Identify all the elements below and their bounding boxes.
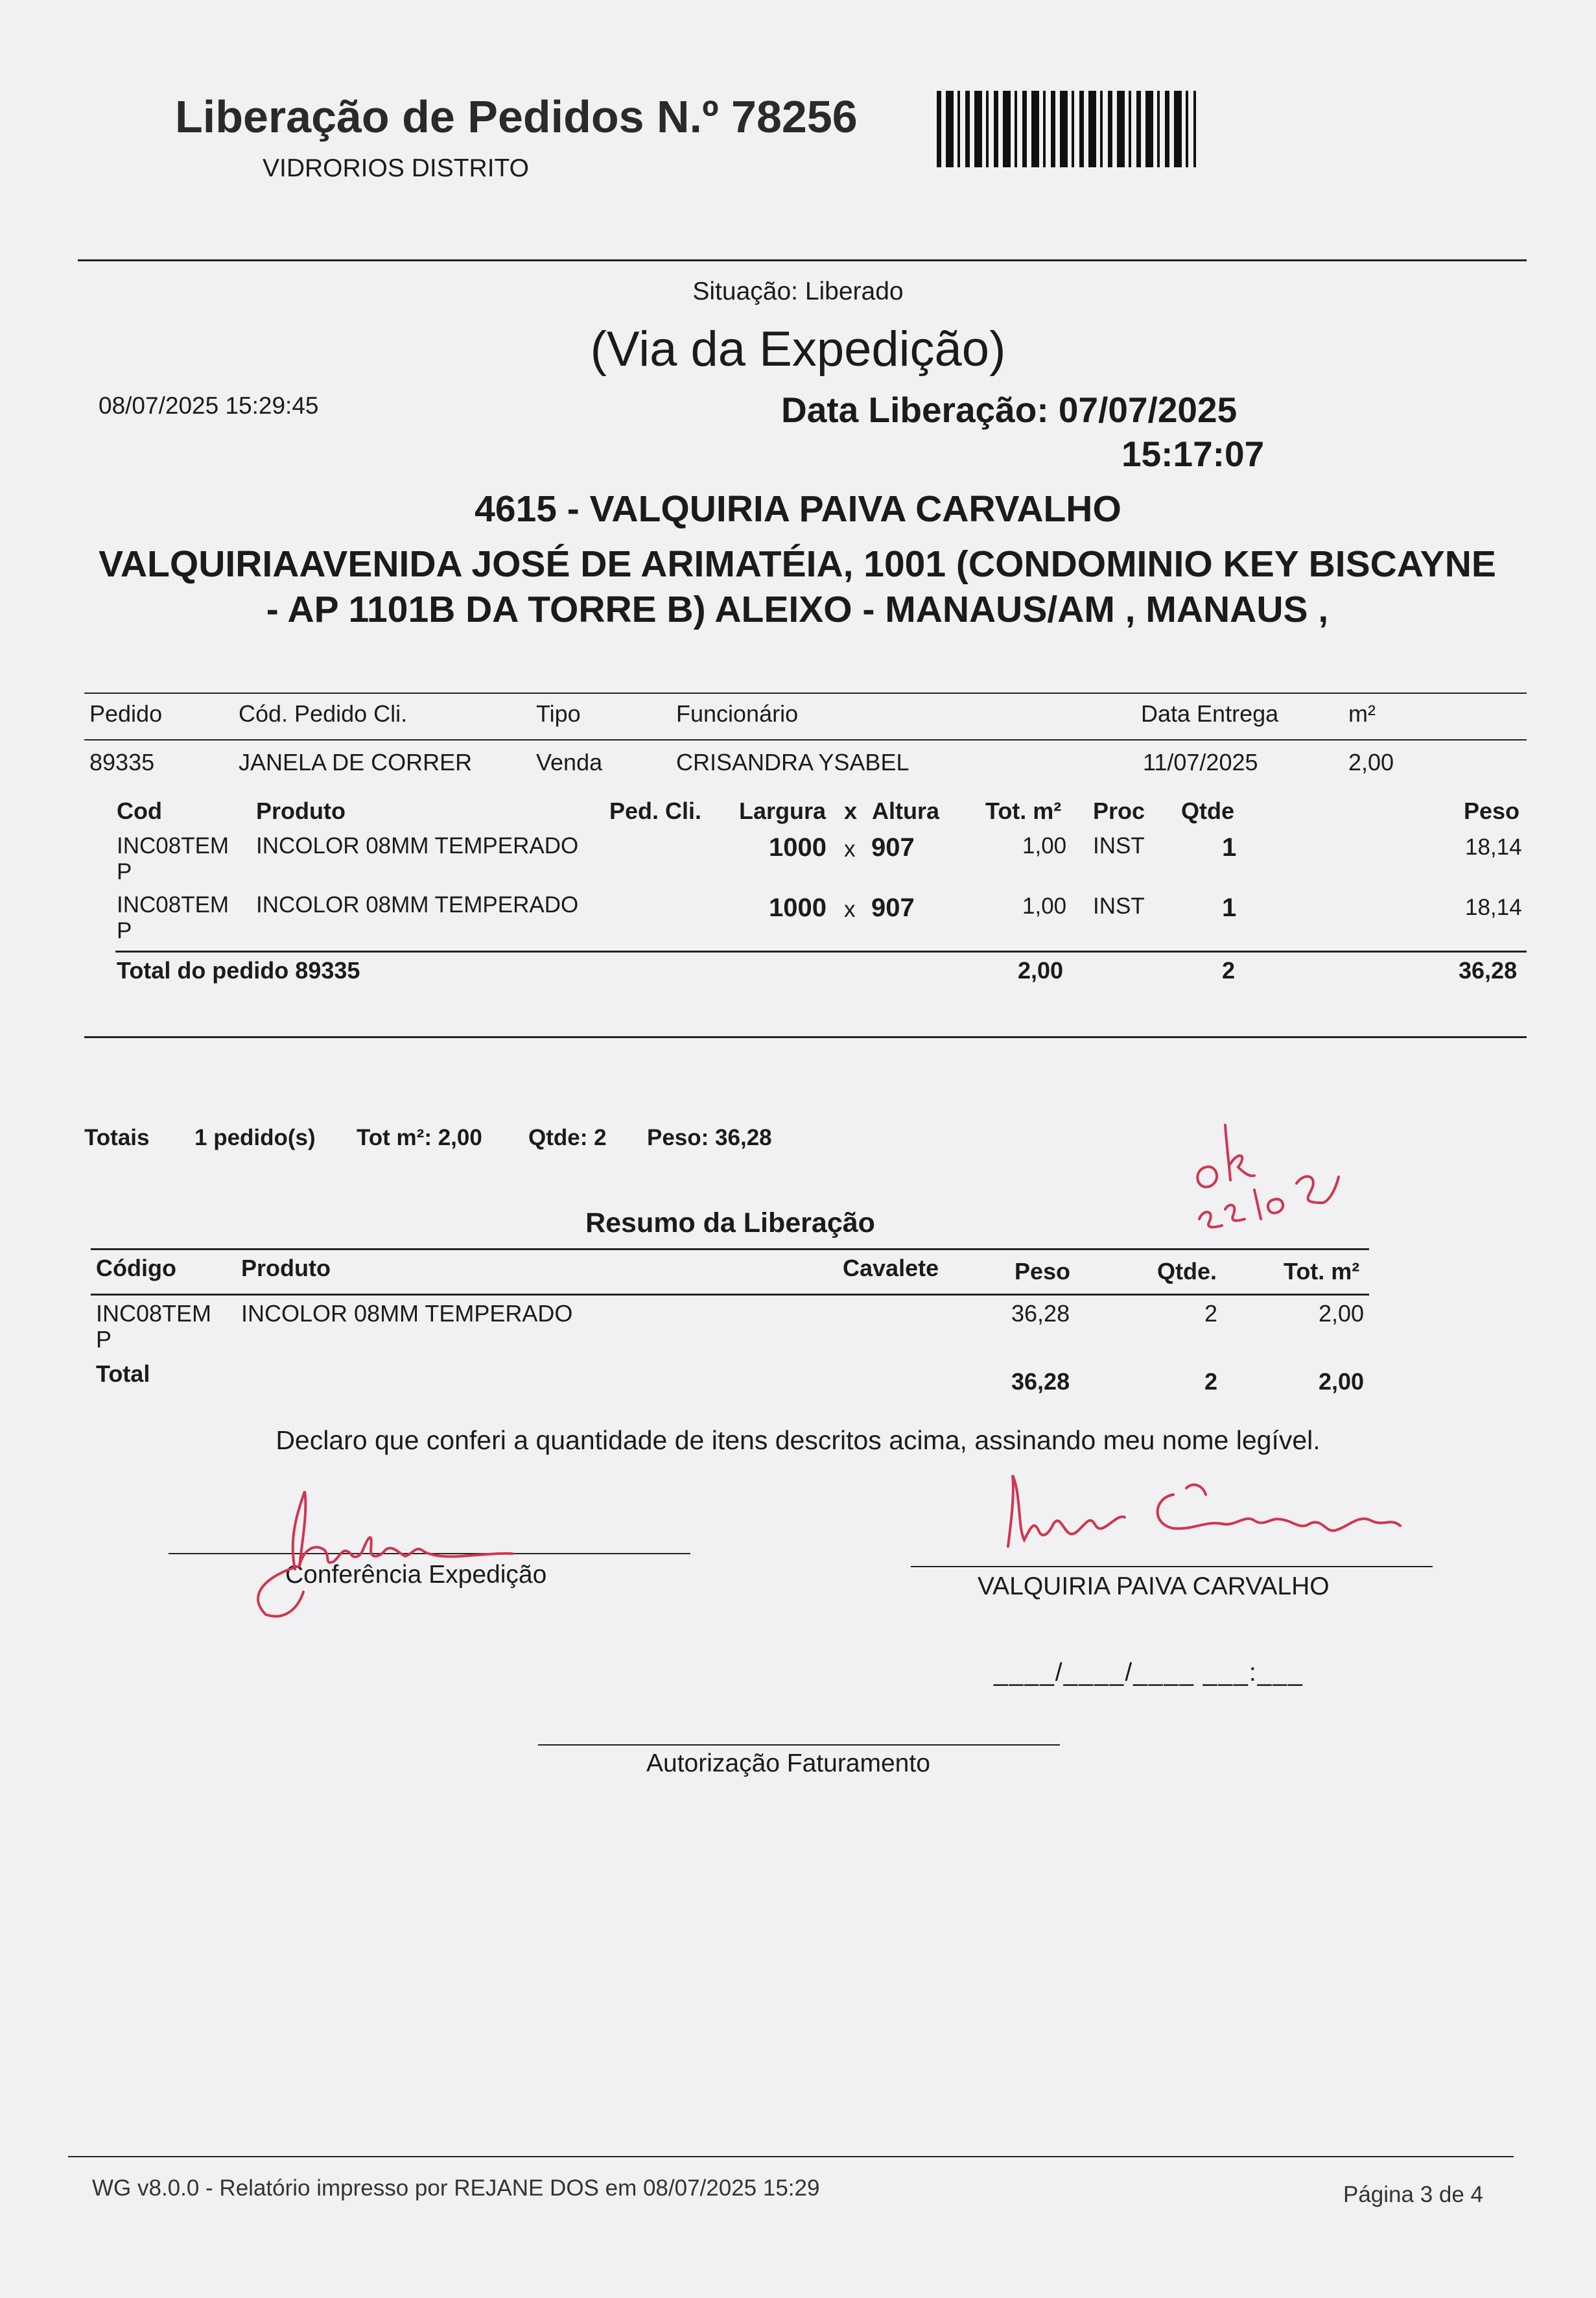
item-x: x [844,836,856,862]
col-header-proc: Proc [1093,798,1145,824]
pedido-total-qtde: 2 [1222,957,1236,984]
signature-label-conferencia: Conferência Expedição [285,1561,547,1589]
resumo-codigo-cont: P [96,1326,112,1353]
client-address: VALQUIRIAAVENIDA JOSÉ DE ARIMATÉIA, 1001 (CONDOMINIO KEY BISCAYNE - AP 1101B DA TORRE B) ALEIXO - MANAUS/AM , MANAUS , [99,543,1496,630]
item-proc: INST [1093,833,1145,859]
company-name: VIDRORIOS DISTRITO [263,154,529,182]
item-cod-cont: P [117,918,132,943]
col-header-qtde: Qtde. [1157,1258,1217,1285]
col-header-produto: Produto [256,798,346,824]
col-header-produto: Produto [241,1255,331,1281]
page-number: Página 3 de 4 [1343,2182,1484,2207]
divider [84,739,1527,740]
resumo-codigo: INC08TEM [96,1300,212,1327]
signature-label-autorizacao: Autorização Faturamento [646,1749,930,1777]
date-time-blank: ____/____/____ ___:___ [994,1659,1304,1687]
item-produto: INCOLOR 08MM TEMPERADO [256,833,579,859]
signature-conferencia [227,1485,538,1621]
resumo-produto: INCOLOR 08MM TEMPERADO [241,1300,573,1327]
declaration-text: Declaro que conferi a quantidade de itens descritos acima, assinando meu nome legível. [276,1425,1320,1455]
col-header-tipo: Tipo [536,700,581,727]
divider [78,259,1527,261]
col-header-m2: m² [1348,700,1376,727]
resumo-qtde: 2 [1204,1300,1218,1327]
resumo-total-qtde: 2 [1204,1368,1218,1395]
item-qtde: 1 [1222,833,1237,862]
item-qtde: 1 [1222,894,1237,922]
col-header-x: x [844,798,858,824]
item-altura: 907 [871,894,915,922]
client-name: 4615 - VALQUIRIA PAIVA CARVALHO [475,488,1121,530]
status-text: Situação: Liberado [692,278,904,305]
totais-peso: Peso: 36,28 [647,1125,772,1150]
item-altura: 907 [871,833,915,862]
col-header-tot-m2: Tot. m² [985,798,1062,824]
item-tot-m2: 1,00 [1022,833,1067,859]
totais-m2: Tot m²: 2,00 [357,1125,482,1150]
totais-label: Totais [84,1125,150,1150]
item-produto: INCOLOR 08MM TEMPERADO [256,892,579,918]
divider [84,693,1527,694]
signature-line-cliente [911,1566,1433,1567]
col-header-cod: Cod [117,798,162,824]
resumo-tot-m2: 2,00 [1319,1300,1365,1327]
release-date: Data Liberação: 07/07/2025 [781,390,1238,430]
item-cod: INC08TEM [117,892,229,918]
resumo-title: Resumo da Liberação [585,1207,875,1238]
resumo-total-peso: 36,28 [1011,1368,1070,1395]
funcionario-value: CRISANDRA YSABEL [676,749,909,776]
pedido-total-m2: 2,00 [1018,957,1064,984]
col-header-peso: Peso [1015,1258,1071,1285]
item-largura: 1000 [769,833,827,862]
item-tot-m2: 1,00 [1022,894,1067,919]
item-cod: INC08TEM [117,833,229,859]
barcode [937,91,1196,167]
pedido-number: 89335 [89,749,155,776]
col-header-cavalete: Cavalete [843,1255,939,1281]
handwritten-ok-annotation [1186,1112,1342,1232]
release-time: 15:17:07 [1121,434,1265,474]
col-header-cod-pedido-cli: Cód. Pedido Cli. [239,700,408,727]
tipo-value: Venda [536,749,603,776]
col-header-funcionario: Funcionário [676,700,799,727]
divider [91,1294,1369,1296]
item-peso: 18,14 [1465,835,1522,860]
m2-value: 2,00 [1348,749,1394,776]
pedido-total-label: Total do pedido 89335 [117,957,360,984]
item-proc: INST [1093,894,1145,919]
totais-qtde: Qtde: 2 [528,1125,607,1150]
resumo-peso: 36,28 [1011,1300,1070,1327]
item-largura: 1000 [769,894,827,922]
cod-pedido-cli: JANELA DE CORRER [239,749,473,776]
footer-divider [68,2156,1514,2157]
signature-label-cliente: VALQUIRIA PAIVA CARVALHO [978,1572,1330,1600]
via-label: (Via da Expedição) [590,322,1006,377]
col-header-peso: Peso [1464,798,1520,824]
col-header-largura: Largura [739,798,827,824]
col-header-codigo: Código [96,1255,176,1281]
col-header-data-entrega: Data Entrega [1141,700,1279,727]
pedido-total-peso: 36,28 [1459,957,1518,984]
item-cod-cont: P [117,859,132,884]
item-x: x [844,897,856,922]
col-header-ped-cli: Ped. Cli. [609,798,702,824]
divider [115,951,1527,953]
signature-cliente [998,1469,1413,1566]
data-entrega-value: 11/07/2025 [1143,749,1258,776]
resumo-total-label: Total [96,1360,150,1387]
divider [91,1248,1369,1250]
item-peso: 18,14 [1465,895,1522,920]
footer-print-info: WG v8.0.0 - Relatório impresso por REJANE DOS em 08/07/2025 15:29 [92,2175,820,2201]
divider [84,1036,1527,1038]
totais-pedidos: 1 pedido(s) [194,1125,316,1150]
document-title: Liberação de Pedidos N.º 78256 [175,91,858,142]
col-header-tot-m2: Tot. m² [1284,1258,1360,1285]
col-header-qtde: Qtde [1181,798,1235,824]
print-datetime: 08/07/2025 15:29:45 [99,392,319,419]
signature-line-autorizacao [538,1744,1060,1746]
col-header-pedido: Pedido [89,700,163,727]
col-header-altura: Altura [872,798,940,824]
resumo-total-tot-m2: 2,00 [1319,1368,1365,1395]
